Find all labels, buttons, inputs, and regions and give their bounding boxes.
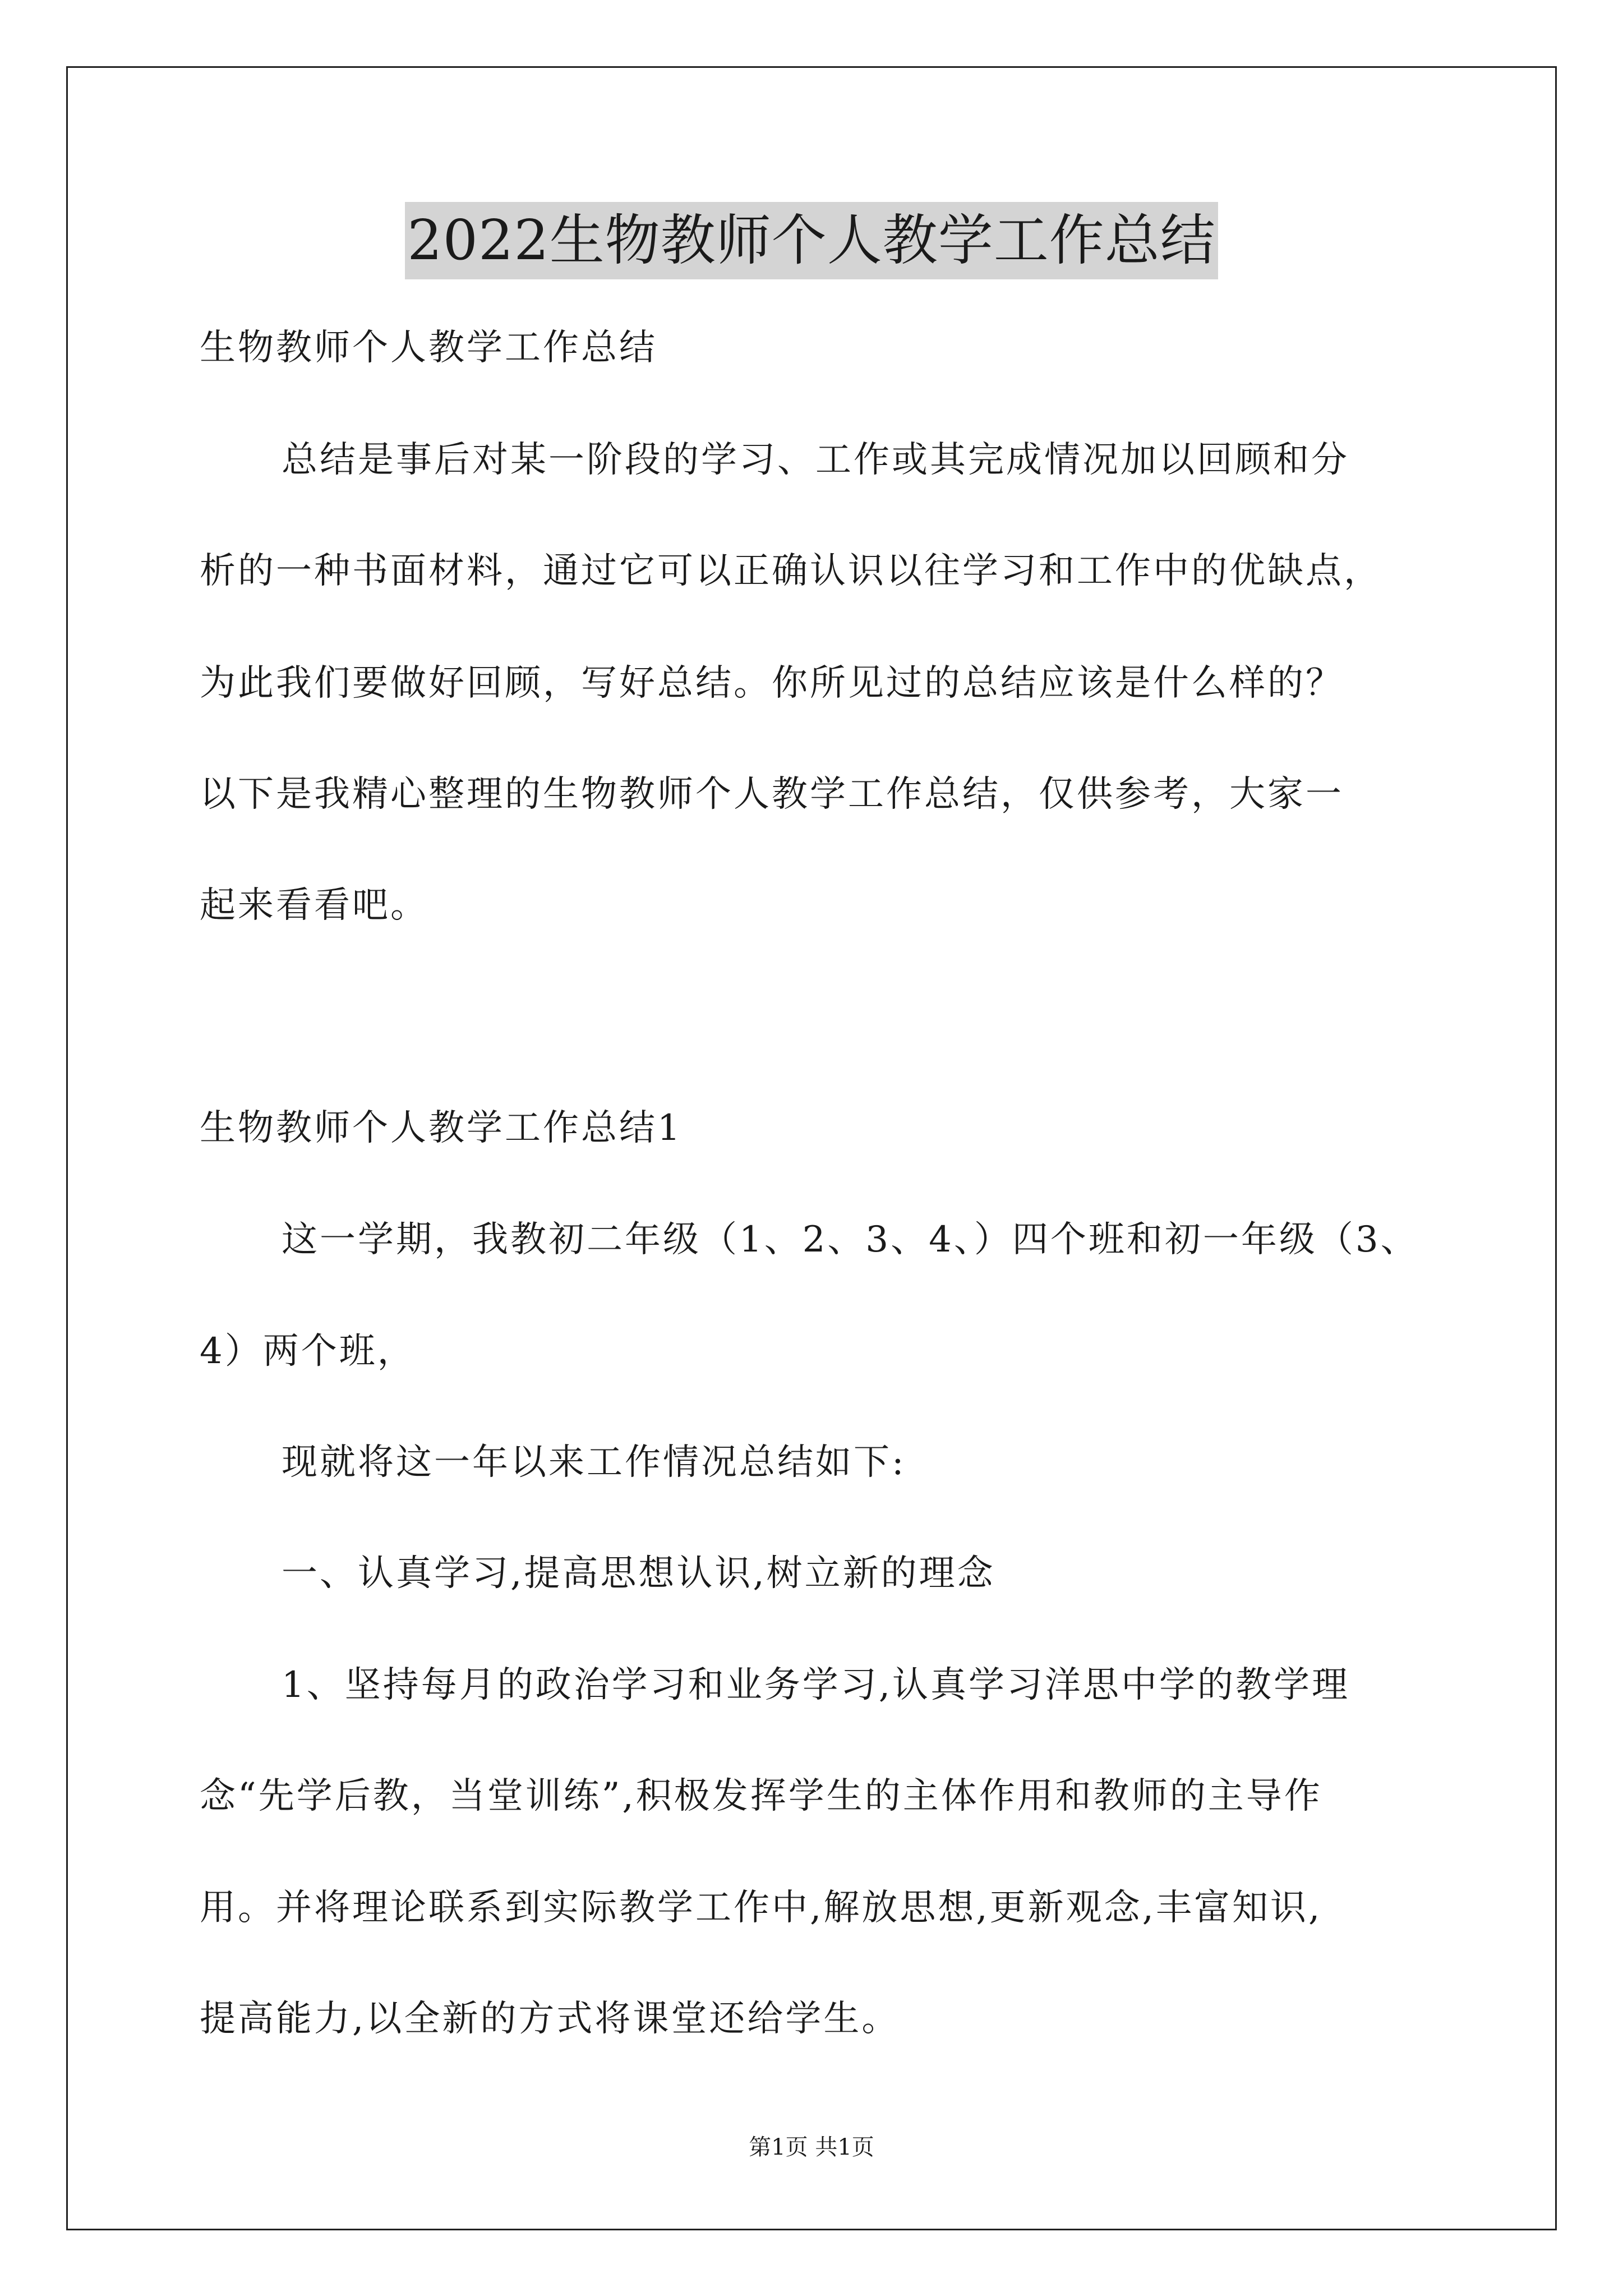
paragraph-line: 总结是事后对某一阶段的学习、工作或其完成情况加以回顾和分 [282, 439, 1349, 481]
subtitle-line: 生物教师个人教学工作总结 [200, 327, 657, 369]
paragraph-line: 念“先学后教，当堂训练”,积极发挥学生的主体作用和教师的主导作 [200, 1775, 1322, 1817]
paragraph-line: 以下是我精心整理的生物教师个人教学工作总结，仅供参考，大家一 [200, 774, 1344, 815]
page-footer: 第1页 共1页 [749, 2134, 874, 2160]
paragraph-line: 用。并将理论联系到实际教学工作中,解放思想,更新观念,丰富知识, [200, 1887, 1322, 1929]
paragraph-line: 析的一种书面材料，通过它可以正确认识以往学习和工作中的优缺点， [200, 550, 1382, 592]
paragraph-line: 为此我们要做好回顾，写好总结。你所见过的总结应该是什么样的？ [200, 662, 1344, 704]
paragraph-line: 4）两个班， [200, 1331, 416, 1372]
paragraph-line: 现就将这一年以来工作情况总结如下: [282, 1442, 906, 1483]
paragraph-line: 提高能力,以全新的方式将课堂还给学生。 [200, 1998, 900, 2040]
paragraph-line: 起来看看吧。 [200, 885, 428, 926]
paragraph-line: 一、认真学习,提高思想认识,树立新的理念 [282, 1553, 995, 1594]
paragraph-line: 1、坚持每月的政治学习和业务学习,认真学习洋思中学的教学理 [282, 1664, 1350, 1706]
title-container [0, 202, 1623, 279]
section-heading: 生物教师个人教学工作总结1 [200, 1107, 683, 1149]
paragraph-line: 这一学期，我教初二年级（1、2、3、4、）四个班和初一年级（3、 [282, 1219, 1419, 1260]
document-title: 2022生物教师个人教学工作总结 [405, 202, 1218, 279]
